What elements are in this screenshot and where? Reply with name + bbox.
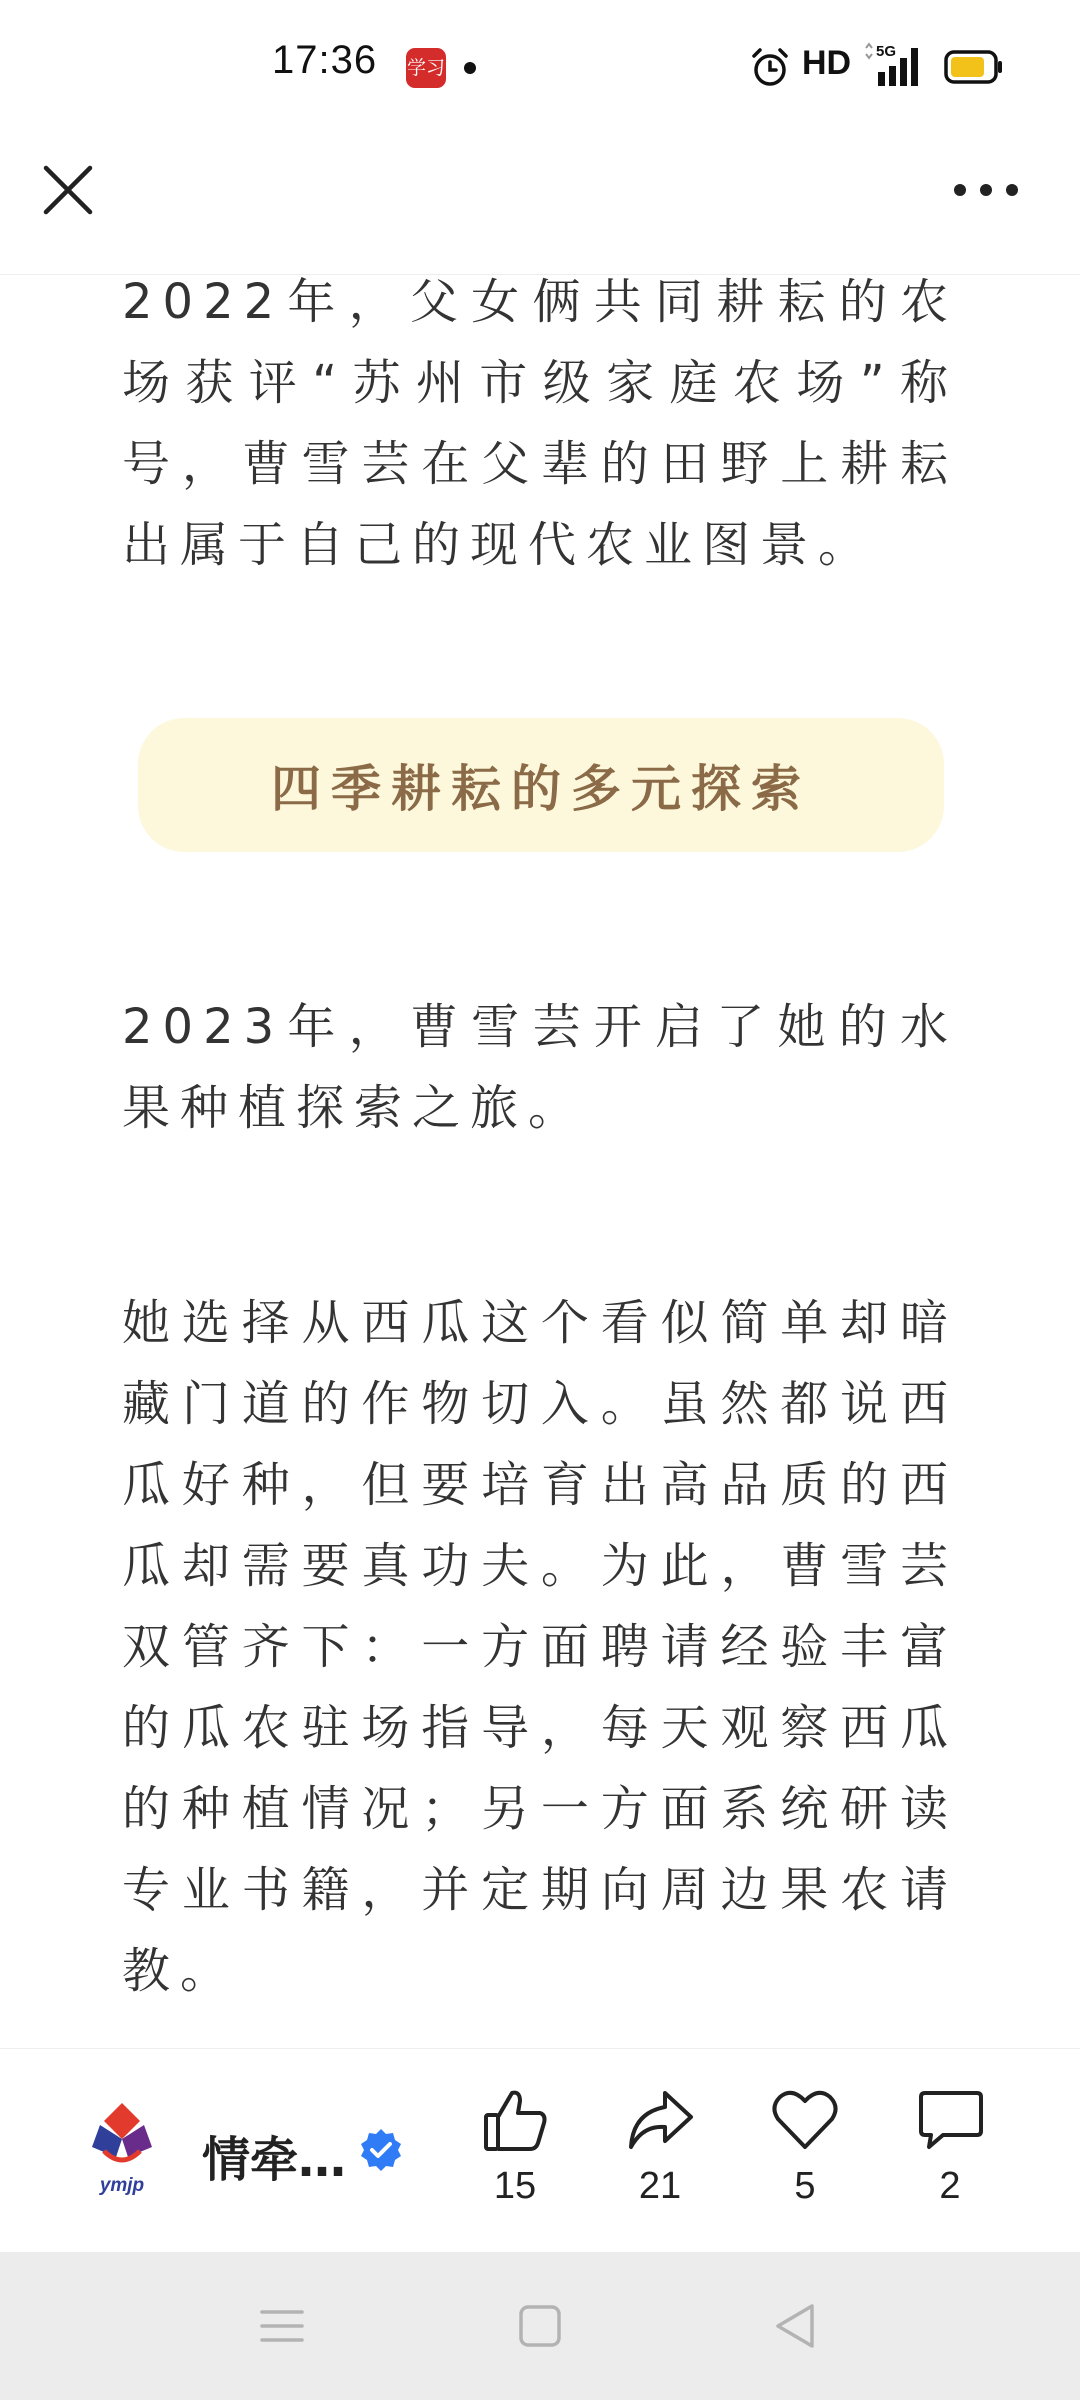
- hd-indicator: HD: [802, 44, 852, 82]
- like-button[interactable]: [460, 2085, 570, 2225]
- favorite-count: 5: [794, 2165, 816, 2207]
- like-count: 15: [493, 2165, 537, 2207]
- article-paragraph: 她选择从西瓜这个看似简单却暗藏门道的作物切入。虽然都说西瓜好种，但要培育出高品质的西瓜却需要真功夫。为此，曹雪芸双管齐下：一方面聘请经验丰富的瓜农驻场指导，每天观察西瓜的种植情况；另一方面系统研读专业书籍，并定期向周边果农请教。: [122, 1295, 958, 1999]
- share-count: 21: [638, 2165, 682, 2207]
- logo-text: ymjp: [99, 2175, 145, 2196]
- bottom-action-bar: [0, 2048, 1080, 2253]
- share-button[interactable]: [605, 2085, 715, 2225]
- heart-icon: [770, 2085, 840, 2155]
- system-navigation-bar: [0, 2252, 1080, 2400]
- thumbs-up-icon: [480, 2085, 550, 2155]
- article-body: [122, 262, 958, 2048]
- share-arrow-icon: [625, 2085, 695, 2155]
- app-notification-icon: 学习: [406, 48, 446, 88]
- section-heading-text: 四季耕耘的多元探索: [271, 760, 811, 818]
- comment-button[interactable]: [895, 2085, 1005, 2225]
- close-icon[interactable]: [36, 158, 100, 222]
- status-time: 17:36: [272, 38, 378, 82]
- status-bar: [0, 0, 1080, 136]
- comment-bubble-icon: [915, 2085, 985, 2155]
- menu-icon[interactable]: [256, 2300, 308, 2352]
- signal-5g-icon: [862, 42, 928, 88]
- author-name[interactable]: 情牵…: [202, 2132, 347, 2188]
- home-icon[interactable]: [514, 2300, 566, 2352]
- article-paragraph: 2023年，曹雪芸开启了她的水果种植探索之旅。: [122, 999, 958, 1136]
- top-nav-bar: [0, 136, 1080, 275]
- battery-icon: [944, 50, 1004, 84]
- verified-badge-icon: [358, 2127, 404, 2173]
- favorite-button[interactable]: [750, 2085, 860, 2225]
- alarm-icon: [748, 46, 792, 90]
- notification-dot-icon: [464, 62, 476, 74]
- comment-count: 2: [939, 2165, 961, 2207]
- back-icon[interactable]: [770, 2300, 822, 2352]
- article-paragraph: 2022年，父女俩共同耕耘的农场获评“苏州市级家庭农场”称号，曹雪芸在父辈的田野上耕耘出属于自己的现代农业图景。: [122, 274, 958, 573]
- network-type-label: 5G: [876, 43, 897, 60]
- account-logo[interactable]: [82, 2099, 162, 2199]
- section-heading: [138, 718, 944, 852]
- more-options-icon[interactable]: [946, 158, 1026, 222]
